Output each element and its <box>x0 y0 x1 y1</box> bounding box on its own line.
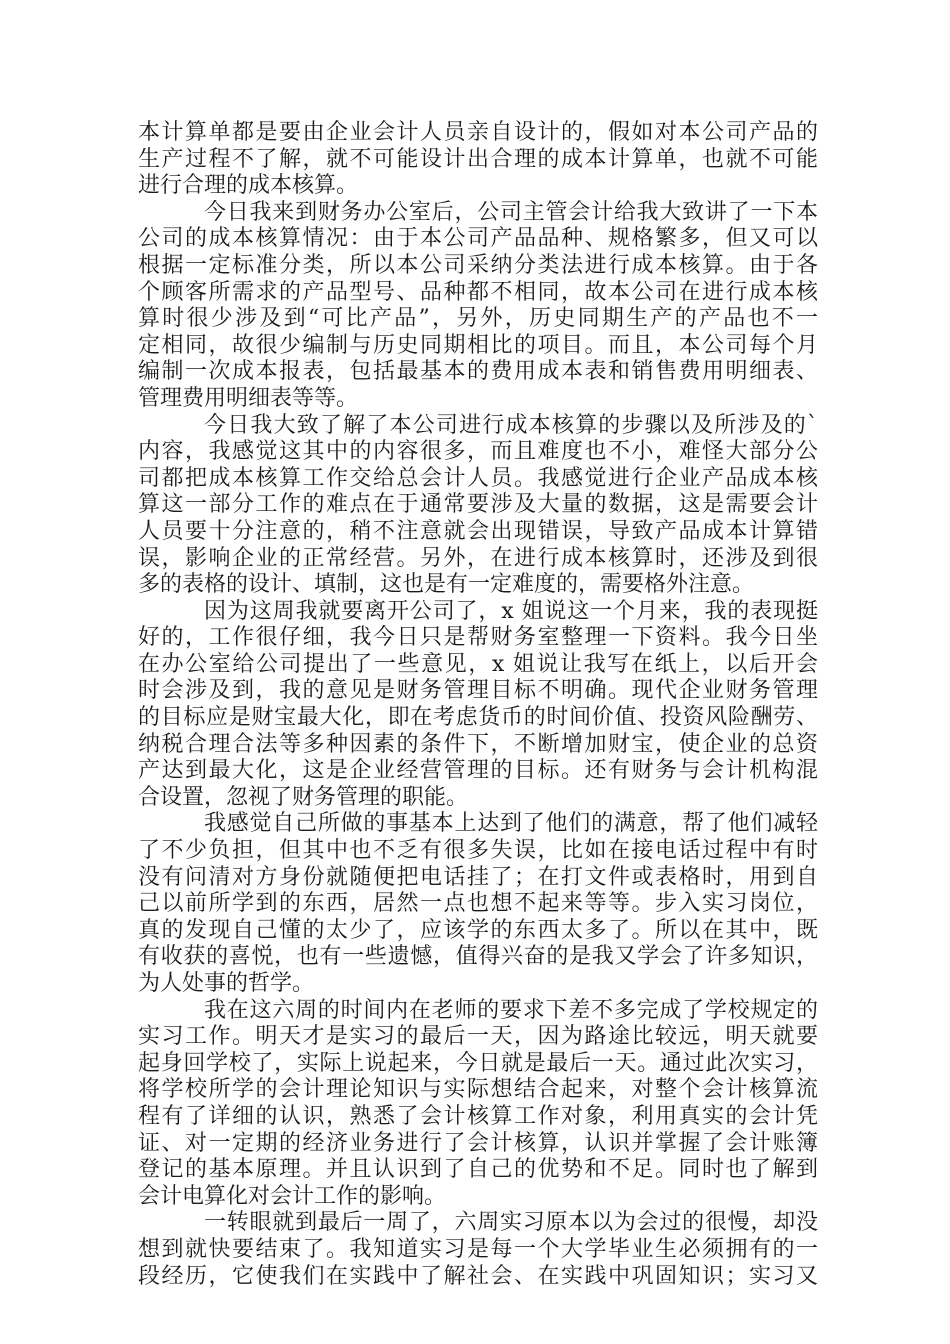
text-line: 司都把成本核算工作交给总会计人员。我感觉进行企业产品成本核 <box>138 465 818 491</box>
text-line: 编制一次成本报表，包括最基本的费用成本表和销售费用明细表、 <box>138 359 818 385</box>
text-line: 今日我来到财务办公室后，公司主管会计给我大致讲了一下本 <box>204 199 818 225</box>
paragraph <box>138 413 818 599</box>
text-line: 证、对一定期的经济业务进行了会计核算，认识并掌握了会计账簿 <box>138 1130 818 1156</box>
text-line: 今日我大致了解了本公司进行成本核算的步骤以及所涉及的` <box>204 412 818 438</box>
paragraph <box>138 599 818 812</box>
paragraph <box>138 998 818 1211</box>
text-line: 段经历，它使我们在实践中了解社会、在实践中巩固知识；实习又 <box>138 1263 818 1289</box>
text-line: 一转眼就到最后一周了，六周实习原本以为会过的很慢，却没 <box>204 1210 818 1236</box>
text-line: 合设置，忽视了财务管理的职能。 <box>138 784 469 810</box>
text-line: 好的，工作很仔细，我今日只是帮财务室整理一下资料。我今日坐 <box>138 625 818 651</box>
text-line: 将学校所学的会计理论知识与实际想结合起来，对整个会计核算流 <box>138 1077 818 1103</box>
text-line: 本计算单都是要由企业会计人员亲自设计的，假如对本公司产品的 <box>138 120 818 145</box>
text-line: 我在这六周的时间内在老师的要求下差不多完成了学校规定的 <box>204 997 818 1023</box>
text-line: 有收获的喜悦，也有一些遗憾，值得兴奋的是我又学会了许多知识， <box>138 944 818 970</box>
text-line: 会计电算化对会计工作的影响。 <box>138 1183 447 1209</box>
text-line: 为人处事的哲学。 <box>138 971 315 996</box>
text-line: 实习工作。明天才是实习的最后一天，因为路途比较远，明天就要 <box>138 1024 818 1050</box>
text-line: 在办公室给公司提出了一些意见，x 姐说让我写在纸上，以后开会 <box>138 651 818 677</box>
paragraph <box>138 1210 818 1290</box>
text-line: 时会涉及到，我的意见是财务管理目标不明确。现代企业财务管理 <box>138 678 818 704</box>
text-line: 根据一定标准分类，所以本公司采纳分类法进行成本核算。由于各 <box>138 252 818 278</box>
document-body <box>138 120 818 1290</box>
text-line: 没有问清对方身份就随便把电话挂了；在打文件或表格时，用到自 <box>138 864 818 890</box>
paragraph <box>138 200 818 413</box>
paragraph <box>138 120 818 200</box>
text-line: 人员要十分注意的，稍不注意就会出现错误，导致产品成本计算错 <box>138 518 818 544</box>
text-line: 程有了详细的认识，熟悉了会计核算工作对象，利用真实的会计凭 <box>138 1103 818 1129</box>
text-line: 进行合理的成本核算。 <box>138 173 359 199</box>
text-line: 生产过程不了解，就不可能设计出合理的成本计算单，也就不可能 <box>138 146 818 172</box>
text-line: 多的表格的设计、填制，这也是有一定难度的，需要格外注意。 <box>138 572 755 598</box>
text-line: 公司的成本核算情况：由于本公司产品品种、规格繁多，但又可以 <box>138 226 818 252</box>
text-line: 了不少负担，但其中也不乏有很多失误，比如在接电话过程中有时 <box>138 838 818 864</box>
text-line: 管理费用明细表等等。 <box>138 385 359 411</box>
text-line: 内容，我感觉这其中的内容很多，而且难度也不小，难怪大部分公 <box>138 439 818 465</box>
text-line: 算这一部分工作的难点在于通常要涉及大量的数据，这是需要会计 <box>138 492 818 518</box>
text-line: 想到就快要结束了。我知道实习是每一个大学毕业生必须拥有的一 <box>138 1236 818 1262</box>
text-line: 登记的基本原理。并且认识到了自己的优势和不足。同时也了解到 <box>138 1157 818 1183</box>
text-line: 的目标应是财宝最大化，即在考虑货币的时间价值、投资风险酬劳、 <box>138 705 818 731</box>
text-line: 定相同，故很少编制与历史同期相比的项目。而且，本公司每个月 <box>138 332 818 358</box>
text-line: 起身回学校了，实际上说起来，今日就是最后一天。通过此次实习， <box>138 1050 818 1076</box>
text-line: 真的发现自己懂的太少了，应该学的东西太多了。所以在其中，既 <box>138 917 818 943</box>
text-line: 因为这周我就要离开公司了，x 姐说这一个月来，我的表现挺 <box>204 598 818 624</box>
text-line: 我感觉自己所做的事基本上达到了他们的满意，帮了他们减轻 <box>204 811 818 837</box>
text-line: 算时很少涉及到“可比产品”，另外，历史同期生产的产品也不一 <box>138 306 818 332</box>
text-line: 误，影响企业的正常经营。另外，在进行成本核算时，还涉及到很 <box>138 545 818 571</box>
text-line: 个顾客所需求的产品型号、品种都不相同，故本公司在进行成本核 <box>138 279 818 305</box>
paragraph <box>138 811 818 997</box>
text-line: 己以前所学到的东西，居然一点也想不起来等等。步入实习岗位， <box>138 891 818 917</box>
text-line: 纳税合理合法等多种因素的条件下，不断增加财宝，使企业的总资 <box>138 731 818 757</box>
text-line: 产达到最大化，这是企业经营管理的目标。还有财务与会计机构混 <box>138 758 818 784</box>
